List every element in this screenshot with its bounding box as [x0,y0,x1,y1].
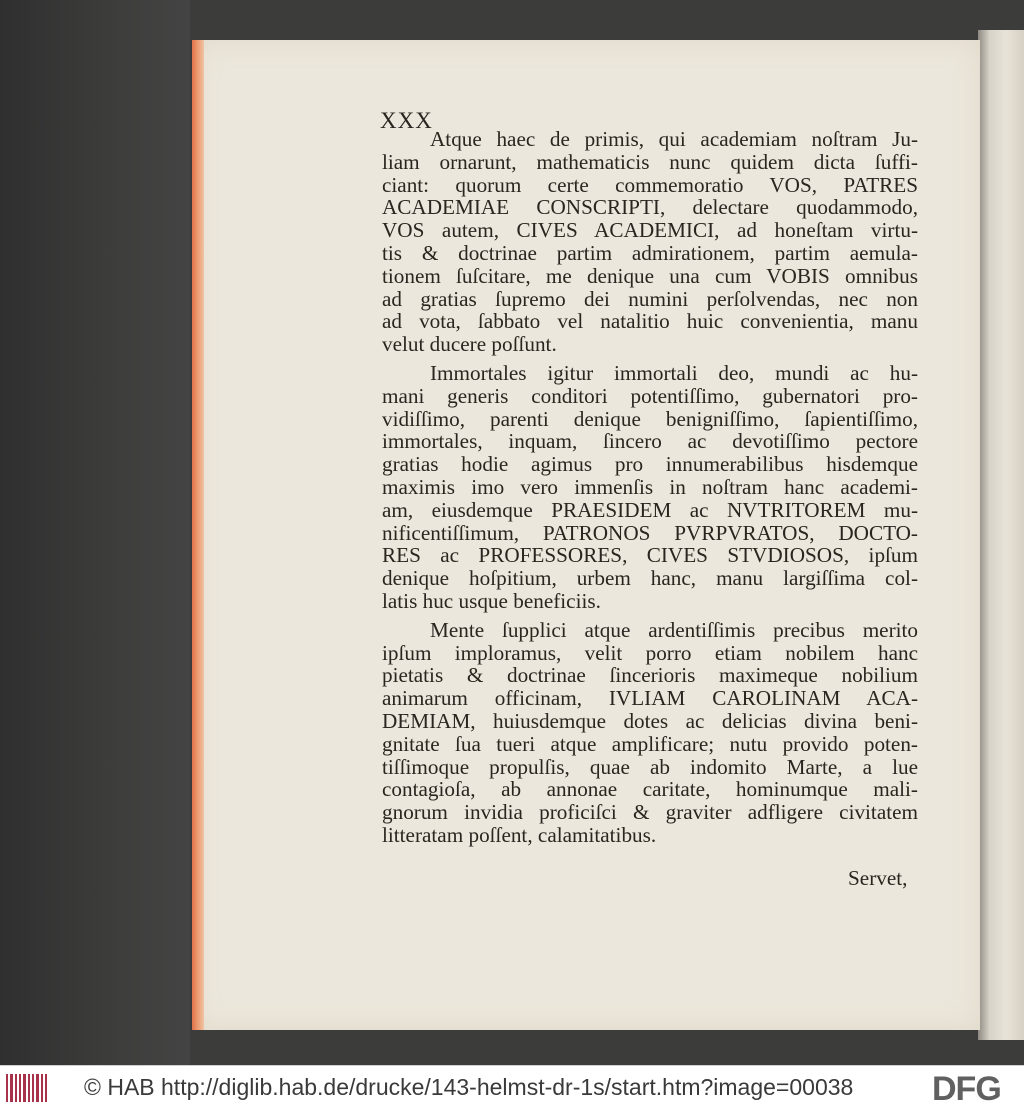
text-line: velut ducere poſſunt. [382,332,557,357]
adjacent-page-edge [978,30,1024,1040]
text-line: ipſum imploramus, velit porro etiam nobilem hanc [382,640,918,665]
text-line: maximis imo vero immenſis in noſtram hanc academi- [382,474,918,499]
text-line: ACADEMIAE CONSCRIPTI, delectare quodammodo, [382,195,918,220]
text-line: gnorum invidia proficiſci & graviter adfligere civitatem [382,800,918,825]
text-line: tionem ſuſcitare, me denique una cum VOBIS omnibus [382,263,918,288]
text-line: Atque haec de primis, qui academiam noſtram Ju- [430,127,918,151]
dfg-logo: DFG [932,1070,1001,1108]
text-line: immortales, inquam, ſincero ac devotiſſimo pectore [382,429,918,454]
text-line: pietatis & doctrinae ſincerioris maximeque nobilium [382,663,918,688]
page-red-edge [192,40,204,1030]
text-line: tis & doctrinae partim admirationem, partim aemula- [382,240,918,265]
text-line: ciant: quorum certe commemoratio VOS, PATRES [382,172,918,197]
text-line: VOS autem, CIVES ACADEMICI, ad honeſtam virtu- [382,218,918,243]
text-line: liam ornarunt, mathematicis nunc quidem dicta ſuffi- [382,149,918,174]
text-line: am, eiusdemque PRAESIDEM ac NVTRITOREM mu- [382,497,918,522]
text-line: Immortales igitur immortali deo, mundi ac hu- [430,360,918,385]
hab-barcode-logo-icon [6,1074,47,1102]
text-line: latis huc usque beneficiis. [382,588,601,613]
paragraph-1 [382,128,918,356]
text-line: RES ac PROFESSORES, CIVES STVDIOSOS, ipſum [382,543,918,568]
text-line: ad gratias ſupremo dei numini perſolvendas, nec non [382,286,918,311]
text-line: gratias hodie agimus pro innumerabilibus hisdemque [382,452,918,477]
paragraph-2 [382,362,918,613]
text-line: gnitate ſua tueri atque amplificare; nutu provido poten- [382,731,918,756]
catchword: Servet, [848,866,908,890]
text-line: mani generis conditori potentiſſimo, gubernatori pro- [382,383,918,408]
text-line: Mente ſupplici atque ardentiſſimis precibus merito [430,617,918,642]
text-line: animarum officinam, IVLIAM CAROLINAM ACA- [382,686,918,711]
text-line: nificentiſſimum, PATRONOS PVRPVRATOS, DOCTO- [382,520,918,545]
copyright-url-text[interactable]: © HAB http://diglib.hab.de/drucke/143-helmst-dr-1s/start.htm?image=00038 [84,1074,854,1100]
text-line: tiſſimoque propulſis, quae ab indomito Marte, a lue [382,754,918,779]
footer-bar [0,1065,1024,1111]
text-line: vidiſſimo, parenti denique benigniſſimo, ſapientiſſimo, [382,406,918,431]
text-line: denique hoſpitium, urbem hanc, manu largiſſima col- [382,566,918,591]
scan-shadow [0,0,190,1065]
page-number: XXX [380,108,433,133]
paragraph-3 [382,619,918,847]
text-line: litteratam poſſent, calamitatibus. [382,822,657,847]
page-text [382,128,918,853]
text-line: ad vota, ſabbato vel natalitio huic convenientia, manu [382,309,918,334]
text-line: contagioſa, ab annonae caritate, hominumque mali- [382,777,918,802]
text-line: DEMIAM, huiusdemque dotes ac delicias divina beni- [382,708,918,733]
